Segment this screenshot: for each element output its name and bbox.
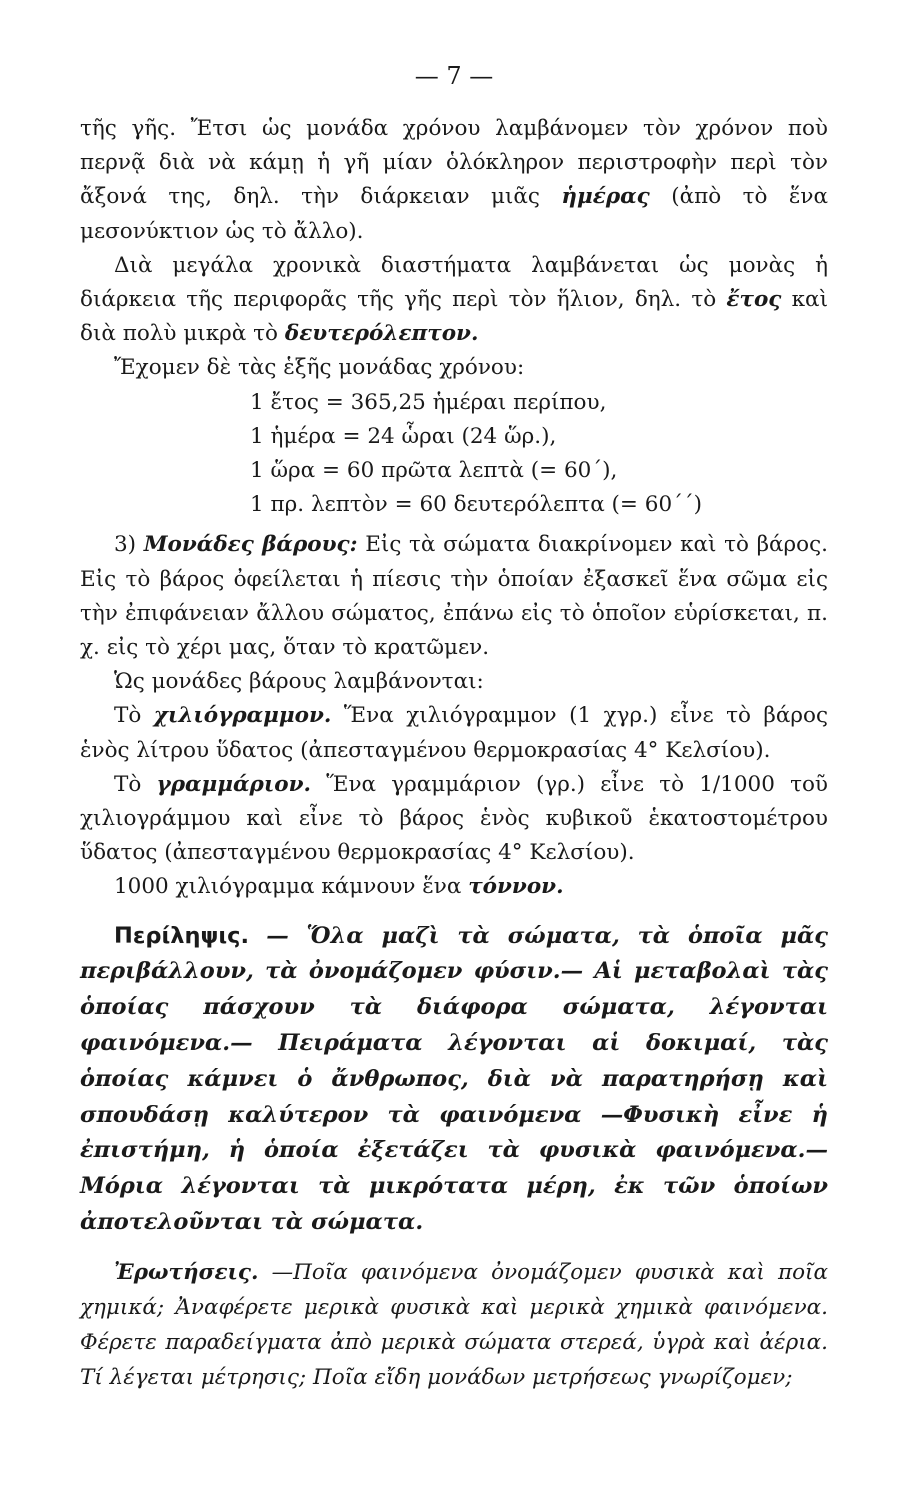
summary-heading: Περίληψις.: [114, 922, 249, 949]
term-kilogram: χιλιόγραμμον.: [153, 703, 332, 729]
paragraph-gram: [80, 768, 828, 871]
paragraph-ton: [80, 870, 828, 904]
summary-block: [80, 919, 828, 1241]
section-number: 3): [114, 532, 137, 558]
paragraph-year-unit: [80, 249, 828, 352]
term-day: ἡμέρας: [561, 184, 650, 210]
time-unit-hour: 1 ὥρα = 60 πρῶτα λεπτὰ (= 60΄),: [250, 458, 618, 484]
time-unit-year: 1 ἔτος = 365,25 ἡμέραι περίπου,: [250, 389, 607, 415]
questions-text: —Ποῖα φαινόμενα ὀνομάζομεν φυσικὰ καὶ ποῖα χημικά; Ἀναφέρετε μερικὰ φυσικὰ καὶ μερικὰ χημικὰ φαινόμενα. Φέρετε παραδείγματα ἀπὸ μερικὰ σώματα στερεά, ὑγρὰ καὶ ἀέρια. Τί λέγεται μέτρησις; Ποῖα εἴδη μονάδων μετρήσεως γνωρίζομεν;: [80, 1259, 828, 1390]
section-text: Εἰς τὰ σώματα διακρίνομεν καὶ τὸ βάρος. Εἰς τὸ βάρος ὀφείλεται ἡ πίεσις τὴν ὁποίαν ἐξασκεῖ ἕνα σῶμα εἰς τὴν ἐπιφάνειαν ἄλλου σώματος, ἐπάνω εἰς τὸ ὁποῖον εὑρίσκεται, π. χ. εἰς τὸ χέρι μας, ὅταν τὸ κρατῶμεν.: [80, 532, 828, 661]
questions-paragraph: [80, 1255, 828, 1395]
day-unit-text: τῆς γῆς. Ἔτσι ὡς μονάδα χρόνου λαμβάνομεν τὸν χρόνον ποὺ περνᾷ διὰ νὰ κάμῃ ἡ γῆ μίαν ὁλόκληρον περιστροφὴν περὶ τὸν ἄξονά της, δηλ. τὴν διάρκειαν μιᾶς: [80, 116, 828, 210]
questions-heading: Ἐρωτήσεις.: [114, 1259, 259, 1285]
book-page: [80, 58, 828, 1395]
gram-text: Ἕνα γραμμάριον (γρ.) εἶνε τὸ 1/1000 τοῦ χιλιογράμμου καὶ εἶνε τὸ βάρος ἑνὸς κυβικοῦ ἑκατοστομέτρου ὕδατος (ἀπεσταγμένου θερμοκρασίας 4° Κελσίου).: [80, 771, 828, 866]
gram-pre: Τὸ: [114, 771, 142, 797]
section-weight-units: [80, 528, 828, 665]
questions-block: [80, 1255, 828, 1395]
time-unit-day: 1 ἡμέρα = 24 ὧραι (24 ὥρ.),: [250, 423, 557, 449]
weight-units-intro: Ὡς μονάδες βάρους λαμβάνονται:: [114, 669, 484, 695]
term-second: δευτερόλεπτον.: [284, 321, 479, 347]
term-gram: γραμμάριον.: [156, 771, 311, 797]
time-units-intro: Ἔχομεν δὲ τὰς ἑξῆς μονάδας χρόνου:: [114, 355, 525, 381]
ton-text: 1000 χιλιόγραμμα κάμνουν ἕνα: [114, 874, 462, 900]
year-unit-text: Διὰ μεγάλα χρονικὰ διαστήματα λαμβάνεται ὡς μονὰς ἡ διάρκεια τῆς περιφορᾶς τῆς γῆς περὶ τὸν ἥλιον, δηλ. τὸ: [80, 252, 828, 313]
term-ton: τόννον.: [468, 874, 564, 900]
paragraph-day-unit: [80, 112, 828, 249]
time-unit-minute: 1 πρ. λεπτὸν = 60 δευτερόλεπτα (= 60΄΄): [250, 492, 703, 518]
paragraph-kilogram: [80, 699, 828, 767]
time-units-list: [250, 386, 828, 523]
summary-text: — Ὅλα μαζὶ τὰ σώματα, τὰ ὁποῖα μᾶς περιβάλλουν, τὰ ὀνομάζομεν φύσιν.— Αἱ μεταβολαὶ τὰς ὁποίας πάσχουν τὰ διάφορα σώματα, λέγονται φαινόμενα.— Πειράματα λέγονται αἱ δοκιμαί, τὰς ὁποίας κάμνει ὁ ἄνθρωπος, διὰ νὰ παρατηρήσῃ καὶ σπουδάσῃ καλύτερον τὰ φαινόμενα —Φυσικὴ εἶνε ἡ ἐπιστήμη, ἡ ὁποία ἐξετάζει τὰ φυσικὰ φαινόμενα.— Μόρια λέγονται τὰ μικρότατα μέρη, ἐκ τῶν ὁποίων ἀποτελοῦνται τὰ σώματα.: [80, 922, 828, 1236]
page-number: — 7 —: [414, 62, 494, 90]
day-unit-text-end: (ἀπὸ τὸ ἕνα μεσονύκτιον ὡς τὸ ἄλλο).: [80, 184, 828, 244]
year-unit-text-mid: καὶ διὰ πολὺ μικρὰ τὸ: [80, 287, 828, 347]
section-heading: Μονάδες βάρους:: [143, 532, 358, 558]
term-year: ἔτος: [726, 287, 782, 313]
kilogram-text: Ἕνα χιλιόγραμμον (1 χγρ.) εἶνε τὸ βάρος ἑνὸς λίτρου ὕδατος (ἀπεσταγμένου θερμοκρασίας 4° Κελσίου).: [80, 703, 828, 763]
summary-paragraph: [80, 919, 828, 1241]
kilogram-pre: Τὸ: [114, 703, 142, 729]
